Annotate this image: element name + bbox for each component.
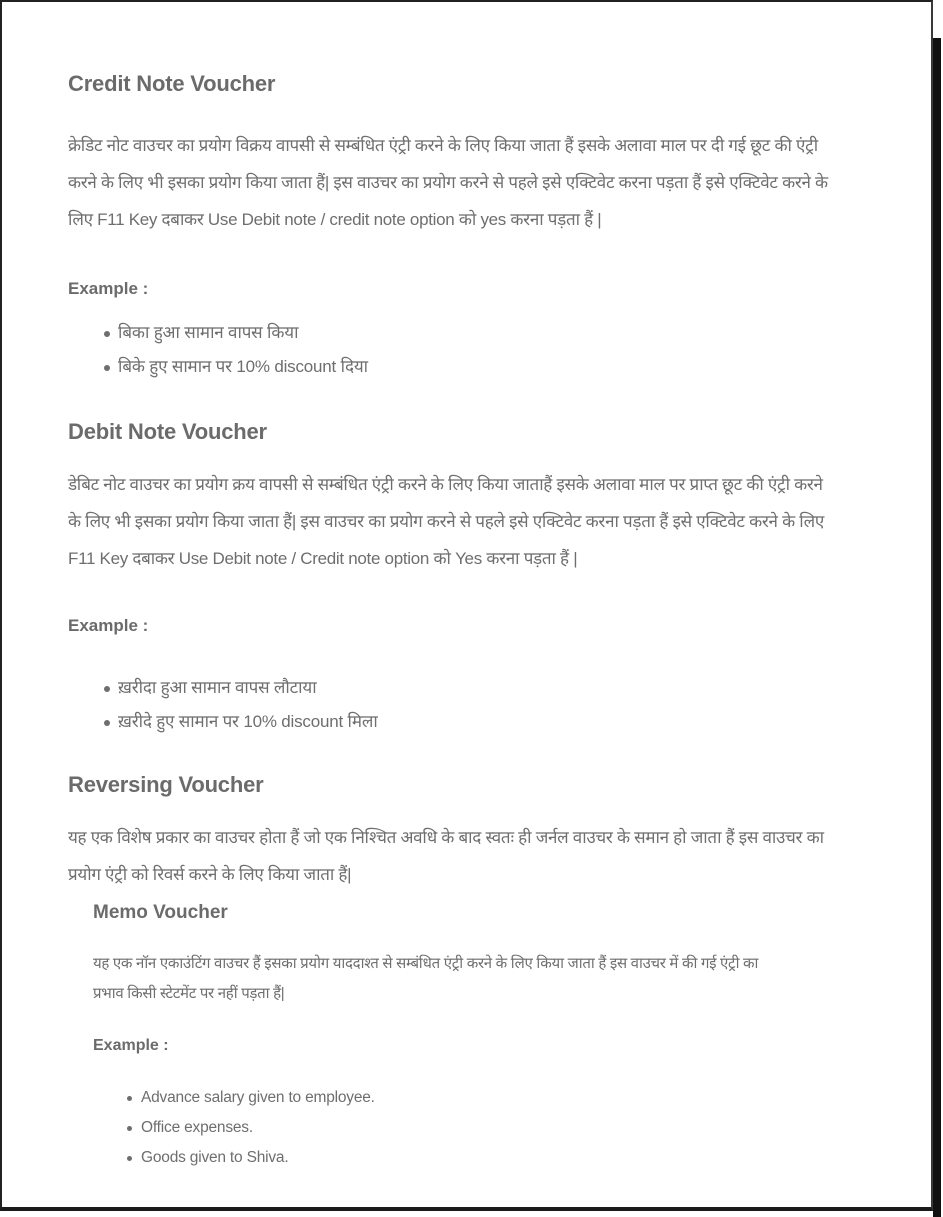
list-item: बिके हुए सामान पर 10% discount दिया: [118, 350, 918, 384]
reversing-voucher-section: [68, 763, 918, 893]
debit-note-section: [68, 410, 918, 739]
memo-example-list: [93, 1083, 913, 1173]
memo-voucher-section: [93, 895, 913, 1173]
credit-note-line-3: लिए F11 Key दबाकर Use Debit note / credit note option को yes करना पड़ता हैं |: [68, 210, 602, 229]
debit-example-label: Example :: [68, 616, 149, 635]
main-content: [68, 62, 918, 893]
credit-note-section: [68, 62, 918, 384]
reversing-line-1: यह एक विशेष प्रकार का वाउचर होता हैं जो एक निश्चित अवधि के बाद स्वतः ही जर्नल वाउचर के समान हो जाता हैं इस वाउचर का: [68, 828, 824, 847]
credit-note-title: Credit Note Voucher: [68, 71, 276, 96]
list-item: बिका हुआ सामान वापस किया: [118, 316, 918, 350]
credit-note-line-1: क्रेडिट नोट वाउचर का प्रयोग विक्रय वापसी से सम्बंधित एंट्री करने के लिए किया जाता हैं इसके अलावा माल पर दी गई छूट की एंट्री: [68, 136, 818, 155]
list-item: Office expenses.: [141, 1113, 913, 1143]
debit-example-list: [68, 671, 918, 739]
credit-note-line-2: करने के लिए भी इसका प्रयोग किया जाता हैं| इस वाउचर का प्रयोग करने से पहले इसे एक्टिवेट करना पड़ता हैं इसे एक्टिवेट करने के: [68, 173, 828, 192]
credit-example-list: [68, 316, 918, 384]
list-item: Goods given to Shiva.: [141, 1143, 913, 1173]
memo-line-2: प्रभाव किसी स्टेटमेंट पर नहीं पड़ता हैं|: [93, 985, 285, 1002]
reversing-line-2: प्रयोग एंट्री को रिवर्स करने के लिए किया जाता हैं|: [68, 865, 352, 884]
debit-note-line-3: F11 Key दबाकर Use Debit note / Credit note option को Yes करना पड़ता हैं |: [68, 549, 578, 568]
memo-example-label: Example :: [93, 1037, 169, 1054]
debit-note-title: Debit Note Voucher: [68, 419, 267, 444]
list-item: ख़रीदा हुआ सामान वापस लौटाया: [118, 671, 918, 705]
memo-voucher-title: Memo Voucher: [93, 902, 228, 923]
debit-note-line-2: के लिए भी इसका प्रयोग किया जाता हैं| इस वाउचर का प्रयोग करने से पहले इसे एक्टिवेट करना पड़ता हैं इसे एक्टिवेट करने के लिए: [68, 512, 824, 531]
list-item: Advance salary given to employee.: [141, 1083, 913, 1113]
credit-example-label: Example :: [68, 279, 149, 298]
reversing-voucher-title: Reversing Voucher: [68, 772, 264, 797]
memo-line-1: यह एक नॉन एकाउंटिंग वाउचर हैं इसका प्रयोग याददाश्त से सम्बंधित एंट्री करने के लिए किया जाता हैं इस वाउचर में की गई एंट्री का: [93, 955, 759, 972]
debit-note-line-1: डेबिट नोट वाउचर का प्रयोग क्रय वापसी से सम्बंधित एंट्री करने के लिए किया जाताहैं इसके अलावा माल पर प्राप्त छूट की एंट्री करने: [68, 475, 823, 494]
frame-shadow: [933, 38, 941, 1217]
list-item: ख़रीदे हुए सामान पर 10% discount मिला: [118, 705, 918, 739]
